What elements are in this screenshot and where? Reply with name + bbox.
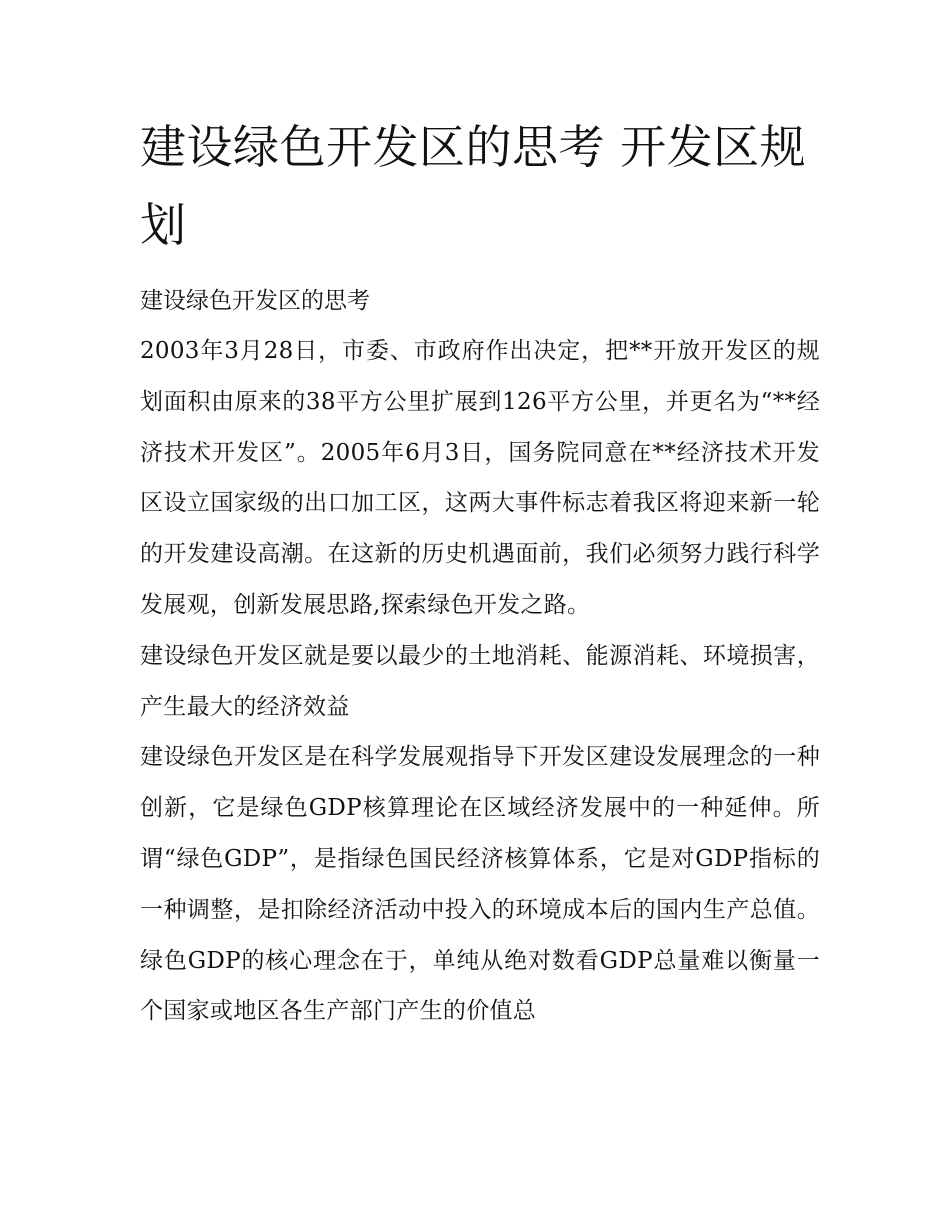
- document-body: [140, 108, 820, 1037]
- paragraph: 2003年3月28日，市委、市政府作出决定，把**开放开发区的规划面积由原来的38平方公里扩展到126平方公里，并更名为“**经济技术开发区”。2005年6月3日，国务院同意在**经济技术开发区设立国家级的出口加工区，这两大事件标志着我区将迎来新一轮的开发建设高潮。在这新的历史机遇面前，我们必须努力践行科学发展观，创新发展思路,探索绿色开发之路。: [140, 338, 820, 618]
- paragraph: 建设绿色开发区就是要以最少的土地消耗、能源消耗、环境损害，产生最大的经济效益: [140, 642, 820, 720]
- document-subtitle: 建设绿色开发区的思考: [140, 288, 370, 314]
- document-title: 建设绿色开发区的思考 开发区规划: [140, 120, 807, 252]
- paragraph: 建设绿色开发区是在科学发展观指导下开发区建设发展理念的一种创新，它是绿色GDP核算理论在区域经济发展中的一种延伸。所谓“绿色GDP”，是指绿色国民经济核算体系，它是对GDP指标的一种调整，是扣除经济活动中投入的环境成本后的国内生产总值。绿色GDP的核心理念在于，单纯从绝对数看GDP总量难以衡量一个国家或地区各生产部门产生的价值总: [140, 744, 820, 1025]
